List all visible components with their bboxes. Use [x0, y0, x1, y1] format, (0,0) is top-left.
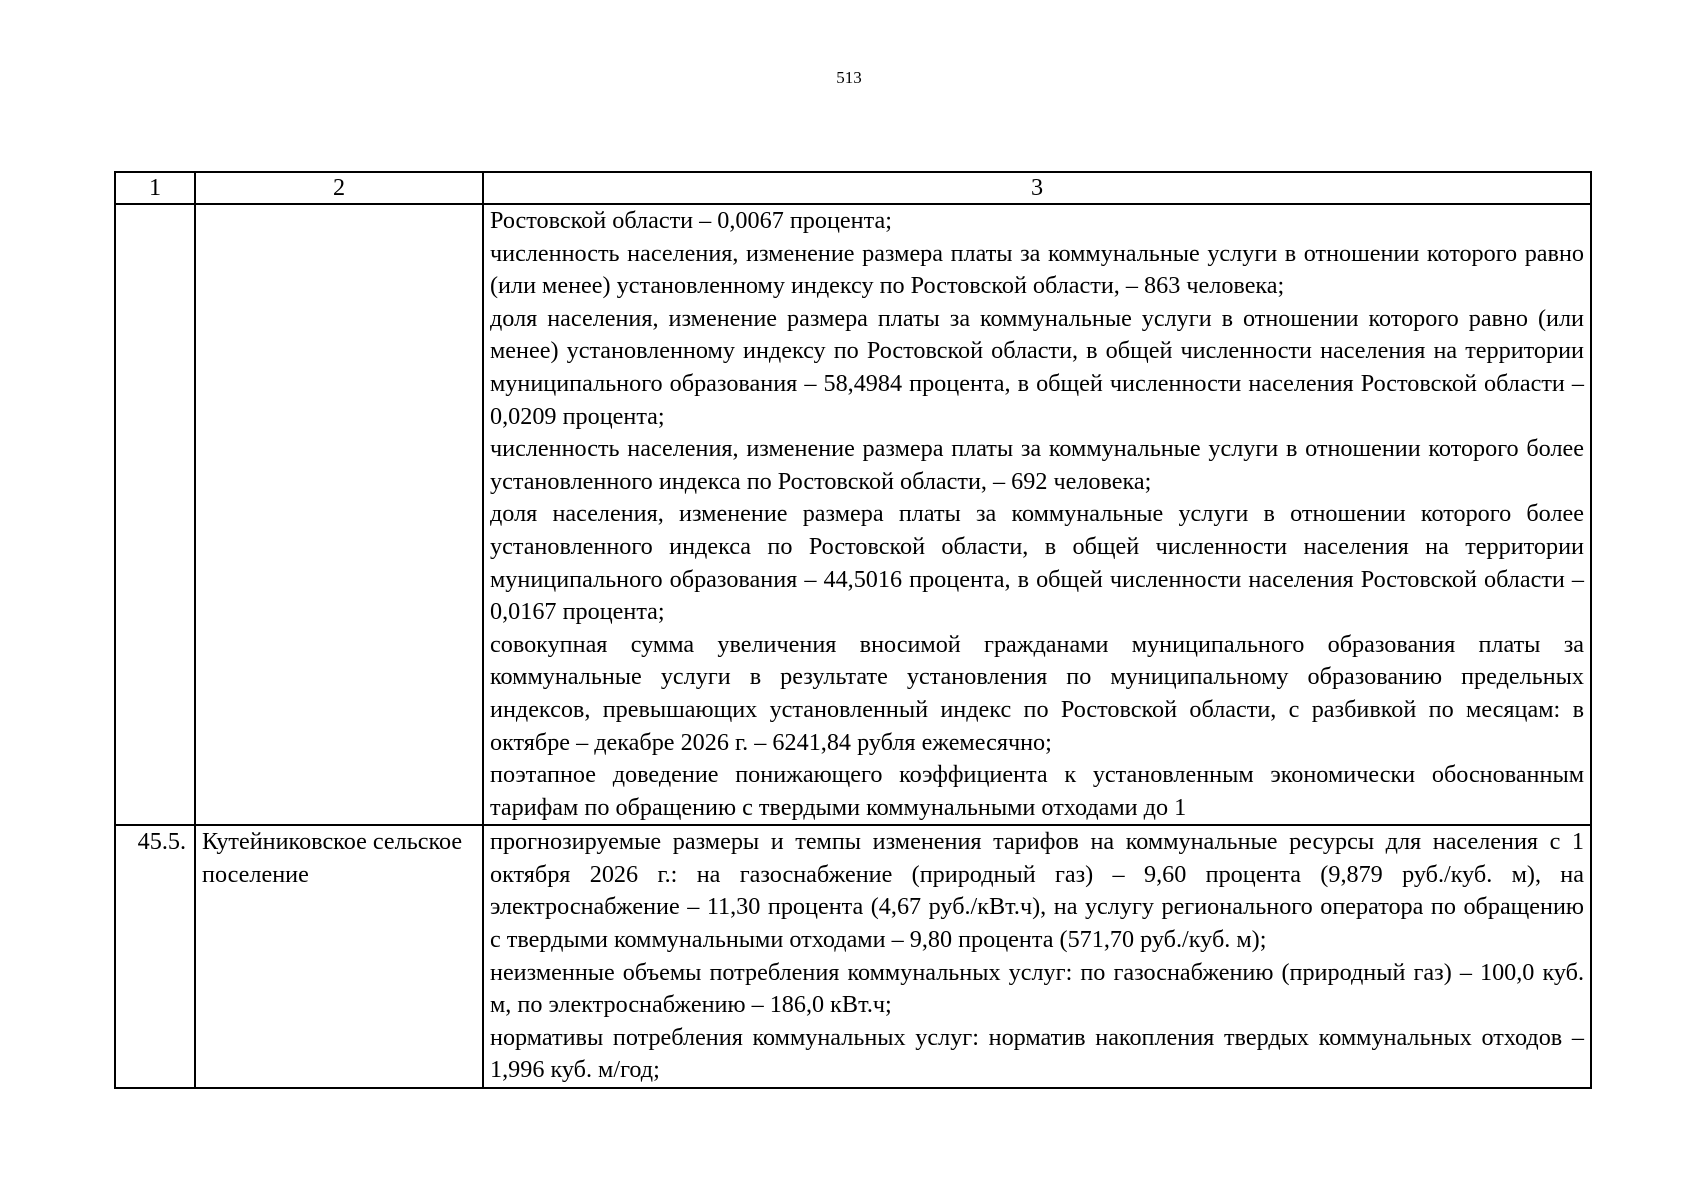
detail-paragraph: нормативы потребления коммунальных услуг: норматив накопления твердых коммунальных отходов – 1,996 куб. м/год; [490, 1023, 1584, 1084]
detail-paragraph: прогнозируемые размеры и темпы изменения тарифов на коммунальные ресурсы для населения с 1 октября 2026 г.: на газоснабжение (природный газ) – 9,60 процента (9,879 руб./куб. м), на электроснабжение – 11,30 процента (4,67 руб./кВт.ч), на услугу регионального оператора по обращению с твердыми коммунальными отходами – 9,80 процента (571,70 руб./куб. м); [490, 828, 1584, 954]
detail-paragraph: Ростовской области – 0,0067 процента; [490, 207, 892, 234]
column-header-2: 2 [195, 172, 483, 204]
row-details [483, 825, 1591, 1088]
row-number: 45.5. [115, 825, 195, 1088]
detail-paragraph: поэтапное доведение понижающего коэффициента к установленным экономически обоснованным тарифам по обращению с твердыми коммунальными отходами до 1 [490, 761, 1584, 821]
detail-paragraph: неизменные объемы потребления коммунальных услуг: по газоснабжению (природный газ) – 100,0 куб. м, по электроснабжению – 186,0 кВт.ч; [490, 958, 1584, 1019]
detail-paragraph: доля населения, изменение размера платы за коммунальные услуги в отношении которого равно (или менее) установленному индексу по Ростовской области, в общей численности населения на территории муниципального образования – 58,4984 процента, в общей численности населения Ростовской области – 0,0209 процента; [490, 304, 1584, 430]
table-row [115, 204, 1591, 825]
detail-paragraph: совокупная сумма увеличения вносимой гражданами муниципального образования платы за коммунальные услуги в результате установления по муниципальному образованию предельных индексов, превышающих установленный индекс по Ростовской области, с разбивкой по месяцам: в октябре – декабре 2026 г. – 6241,84 рубля ежемесячно; [490, 630, 1584, 756]
column-header-3: 3 [483, 172, 1591, 204]
table-row [115, 825, 1591, 1088]
row-details [483, 204, 1591, 825]
detail-paragraph: доля населения, изменение размера платы за коммунальные услуги в отношении которого более установленного индекса по Ростовской области, в общей численности населения на территории муниципального образования – 44,5016 процента, в общей численности населения Ростовской области – 0,0167 процента; [490, 500, 1584, 626]
page-number: 513 [836, 68, 862, 87]
detail-paragraph: численность населения, изменение размера платы за коммунальные услуги в отношении которого равно (или менее) установленному индексу по Ростовской области, – 863 человека; [490, 239, 1584, 300]
row-number [115, 204, 195, 825]
settlement-name [195, 204, 483, 825]
settlement-name: Кутейниковское сельское поселение [195, 825, 483, 1088]
detail-paragraph: численность населения, изменение размера платы за коммунальные услуги в отношении которого более установленного индекса по Ростовской области, – 692 человека; [490, 435, 1584, 495]
settlements-table [114, 171, 1592, 1089]
table-header-row [115, 172, 1591, 204]
column-header-1: 1 [115, 172, 195, 204]
